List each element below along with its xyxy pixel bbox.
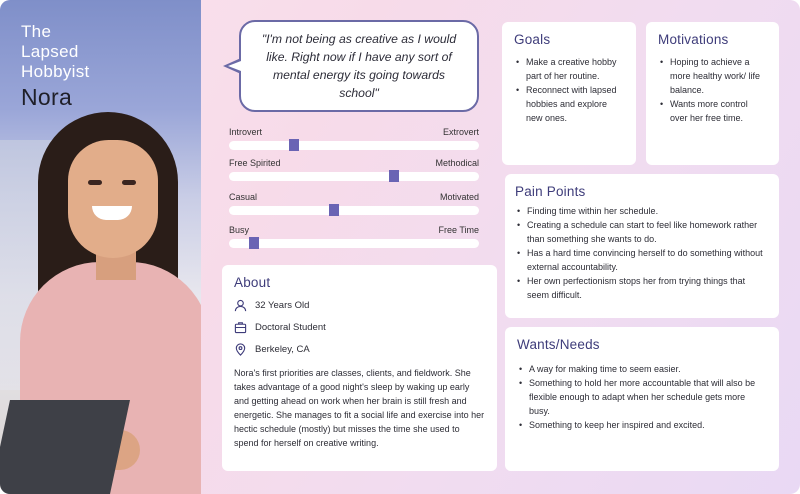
list-item: • Reconnect with lapsed hobbies and explore new ones. [514,83,624,125]
list-item: • Make a creative hobby part of her routine. [514,55,624,83]
trait-track [229,239,479,248]
list-item: • Has a hard time convincing herself to do something without external accountability. [515,246,769,274]
persona-type-line: Lapsed [21,42,79,61]
list-item: • Hoping to achieve a more healthy work/ life balance. [658,55,767,97]
left-eye [88,180,102,185]
person-icon [234,299,247,312]
trait-slider-free-spirited-methodical [229,158,479,188]
trait-right-label: Extrovert [442,127,479,137]
age-text: 32 Years Old [255,299,310,311]
list-item: • Something to hold her more accountable that will also be flexible enough to adapt when her schedule gets more busy. [517,376,767,418]
persona-type-line: Hobbyist [21,62,90,81]
trait-thumb [289,139,299,151]
trait-thumb [329,204,339,216]
persona-type-line: The [21,22,52,41]
wants-needs-card [505,327,779,471]
trait-right-label: Motivated [439,192,479,202]
pain-points-title: Pain Points [515,184,586,199]
persona-type [21,22,171,82]
location-pin-icon [234,343,247,356]
trait-slider-casual-motivated [229,192,479,222]
motivations-list [658,55,767,125]
list-item: • Something to keep her inspired and excited. [517,418,767,432]
trait-left-label: Free Spirited [229,158,281,168]
motivations-title: Motivations [658,32,729,47]
trait-right-label: Methodical [435,158,479,168]
trait-slider-busy-free-time [229,225,479,255]
location-text: Berkeley, CA [255,343,310,355]
motivations-card [646,22,779,165]
age-row [234,294,485,316]
right-eye [122,180,136,185]
trait-thumb [249,237,259,249]
list-item: • Her own perfectionism stops her from trying things that seem difficult. [515,274,769,302]
about-card [222,265,497,471]
wants-needs-list [517,362,767,432]
face [68,140,158,258]
trait-left-label: Casual [229,192,258,202]
trait-track [229,206,479,215]
occupation-text: Doctoral Student [255,321,326,333]
briefcase-icon [234,321,247,334]
trait-track [229,141,479,150]
trait-slider-introvert-extrovert [229,127,479,157]
list-item: • Wants more control over her free time. [658,97,767,125]
quote-bubble-tail-inner [228,61,241,71]
list-item: • Finding time within her schedule. [515,204,769,218]
location-row [234,338,485,360]
trait-right-label: Free Time [438,225,479,235]
trait-track [229,172,479,181]
trait-thumb [389,170,399,182]
persona-name: Nora [21,84,73,110]
wants-needs-title: Wants/Needs [517,337,600,352]
quote-bubble: "I'm not being as creative as I would like. Right now if I have any sort of mental energy its going towards school" [239,20,479,112]
laptop [0,400,130,494]
about-title: About [234,275,271,290]
goals-title: Goals [514,32,551,47]
about-bio: Nora's first priorities are classes, clients, and fieldwork. She takes advantage of a good night's sleep by waking up early and getting ahead on work when her brain is still fresh and energetic. She manages to fit a social life and exercise into her hectic schedule (mostly) but misses the time she used to spend for herself on creative writing. [234,368,485,448]
goals-card [502,22,636,165]
goals-list [514,55,624,125]
trait-left-label: Introvert [229,127,263,137]
trait-left-label: Busy [229,225,250,235]
pain-points-card [505,174,779,318]
pain-points-list [515,204,769,302]
list-item: • Creating a schedule can start to feel like homework rather than something she wants to do. [515,218,769,246]
occupation-row [234,316,485,338]
list-item: • A way for making time to seem easier. [517,362,767,376]
